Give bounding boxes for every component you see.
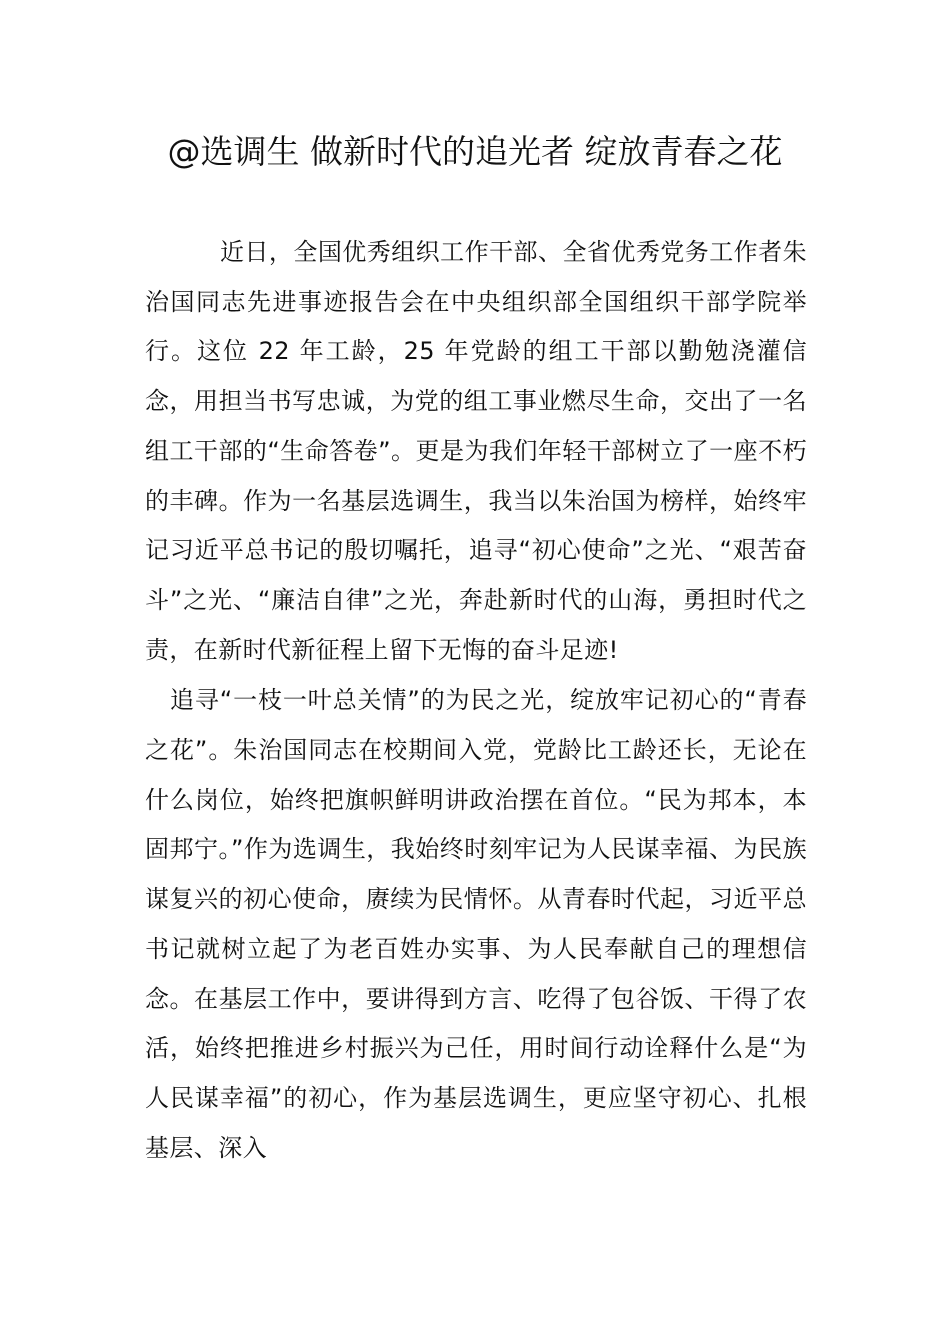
document-title: @选调生 做新时代的追光者 绽放青春之花 [167, 132, 783, 171]
paragraph-1: 近日，全国优秀组织工作干部、全省优秀党务工作者朱治国同志先进事迹报告会在中央组织部全国组织干部学院举行。这位 22 年工龄，25 年党龄的组工干部以勤勉浇灌信念，用担当书写忠诚，为党的组工事业燃尽生命，交出了一名组工干部的“生命答卷”。更是为我们年轻干部树立了一座不朽的丰碑。作为一名基层选调生，我当以朱治国为榜样，始终牢记习近平总书记的殷切嘱托，追寻“初心使命”之光、“艰苦奋斗”之光、“廉洁自律”之光，奔赴新时代的山海，勇担时代之责，在新时代新征程上留下无悔的奋斗足迹! [145, 238, 807, 664]
document-body [145, 228, 807, 1173]
paragraph-2: 追寻“一枝一叶总关情”的为民之光，绽放牢记初心的“青春之花”。朱治国同志在校期间入党，党龄比工龄还长，无论在什么岗位，始终把旗帜鲜明讲政治摆在首位。“民为邦本，本固邦宁。”作为选调生，我始终时刻牢记为人民谋幸福、为民族谋复兴的初心使命，赓续为民情怀。从青春时代起，习近平总书记就树立起了为老百姓办实事、为人民奉献自己的理想信念。在基层工作中，要讲得到方言、吃得了包谷饭、干得了农活，始终把推进乡村振兴为己任，用时间行动诠释什么是“为人民谋幸福”的初心，作为基层选调生，更应坚守初心、扎根基层、深入 [145, 686, 807, 1162]
